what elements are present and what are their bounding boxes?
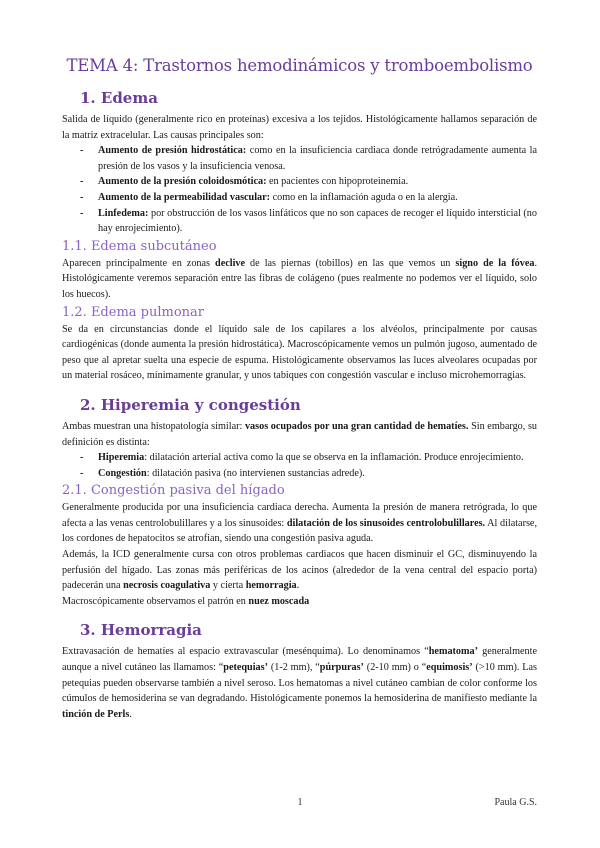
list-item: - Aumento de la permeabilidad vascular: como en la inflamación aguda o en la alergia. [62, 190, 537, 206]
page-number: 1 [297, 797, 303, 808]
section-2-intro: Ambas muestran una histopatología similar: vasos ocupados por una gran cantidad de hematíes. Sin embargo, su definición es distinta: [62, 420, 538, 448]
dash-bullet: - [80, 145, 84, 157]
section-2-1-paragraph-1: Generalmente producida por una insuficiencia cardiaca derecha. Aumenta la presión de manera retrógrada, lo que afecta a las venas centrolobulillares y a los sinusoides: dilatación de los sinusoides centrolobulillares. Al dilatarse, los cordones de hepatocitos se atrofian, siendo una congestión pasiva aguda. [62, 502, 537, 545]
dash-bullet: - [80, 452, 84, 464]
hyperemia-congestion-list [62, 450, 537, 481]
page-title: TEMA 4: Trastornos hemodinámicos y tromboembolismo [66, 56, 533, 75]
section-2-1-paragraph-2: Además, la ICD generalmente cursa con otros problemas cardiacos que hacen disminuir el GC, disminuyendo la perfusión del hígado. Las zonas más periféricas de los acinos (alrededor de la vena central del espacio porta) padecerán una necrosis coagulativa y cierta hemorragia. [62, 549, 537, 592]
list-item: - Aumento de la presión coloidosmótica: en pacientes con hipoproteinemia. [62, 174, 537, 190]
list-item: - Aumento de presión hidrostática: como en la insuficiencia cardiaca donde retrógradamente aumenta la presión de los vasos y la insuficiencia venosa. [80, 145, 537, 172]
page-content [62, 56, 537, 722]
section-2-heading: 2. Hiperemia y congestión [80, 395, 301, 414]
dash-bullet: - [80, 207, 84, 219]
list-item: - Congestión: dilatación pasiva (no intervienen sustancias adrede). [62, 466, 537, 482]
section-3-text: Extravasación de hematíes al espacio extravascular (mesénquima). Lo denominamos “hematoma’ generalmente aunque a nivel cutáneo las llamamos: “petequias’ (1-2 mm), “púrpuras’ (2-10 mm) o “equimosis’ (>10 mm). Las petequias pueden observarse también a nivel seroso. Los hematomas a nivel cutáneo cambian de color conforme los cúmulos de hemosiderina se van degradando. Histológicamente ponemos la hemosiderina de manifiesto mediante la tinción de Perls. [62, 646, 538, 720]
author-name: Paula G.S. [494, 797, 537, 808]
section-1-intro: Salida de líquido (generalmente rico en proteínas) excesiva a los tejidos. Histológicamente hallamos separación de la matriz extracelular. Las causas principales son: [62, 114, 537, 141]
section-1-1-heading: 1.1. Edema subcutáneo [62, 238, 217, 254]
dash-bullet: - [80, 191, 84, 203]
dash-bullet: - [80, 176, 84, 188]
list-item: - Hiperemia: dilatación arterial activa como la que se observa en la inflamación. Produce enrojecimiento. [62, 450, 537, 466]
section-2-1-heading: 2.1. Congestión pasiva del hígado [62, 483, 285, 499]
section-2-1-paragraph-3: Macroscópicamente observamos el patrón en nuez moscada [62, 595, 310, 607]
section-3-heading: 3. Hemorragia [80, 621, 202, 640]
dash-bullet: - [80, 467, 84, 479]
list-item: - Linfedema: por obstrucción de los vasos linfáticos que no son capaces de recoger el líquido intersticial (no hay enrojecimiento). [80, 207, 537, 235]
section-1-1-text: Aparecen principalmente en zonas declive de las piernas (tobillos) en las que vemos un signo de la fóvea. Histológicamente veremos separación entre las fibras de colágeno (pues realmente no podemos ver el líquido, solo los huecos). [62, 257, 537, 300]
section-1-heading: 1. Edema [80, 89, 158, 107]
edema-causes-list [62, 143, 537, 237]
section-1-2-heading: 1.2. Edema pulmonar [62, 304, 204, 320]
section-1-2-text: Se da en circunstancias donde el líquido sale de los capilares a los alvéolos, principalmente por causas cardiogénicas (donde aumenta la presión hidrostática). Macroscópicamente vemos un pulmón jugoso, aumentado de peso que al apretar suelta una especie de espuma. Histológicamente observamos las luces alveolares ocupadas por un material rosáceo, mínimamente granular, y unos tabiques con congestión vascular e incluso microhemorragias. [62, 323, 537, 382]
